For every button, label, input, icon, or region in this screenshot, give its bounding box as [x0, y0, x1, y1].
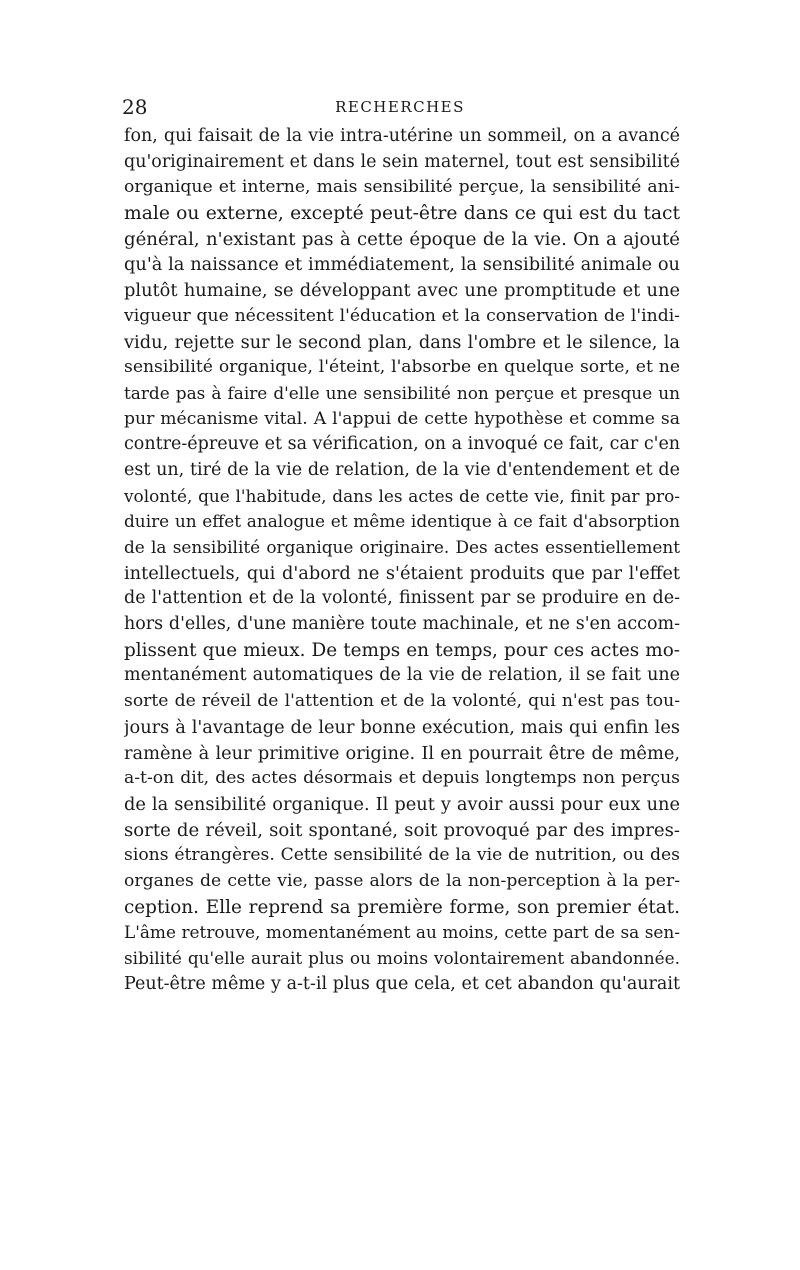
text-line: fon, qui faisait de la vie intra-utérine un sommeil, on a avancé [124, 126, 680, 146]
text-line: contre-épreuve et sa vérification, on a invoqué ce fait, car c'en [124, 434, 680, 455]
text-line: organes de cette vie, passe alors de la non-perception à la per- [124, 870, 680, 891]
text-line: qu'à la naissance et immédiatement, la sensibilité animale ou [124, 254, 680, 276]
text-line: sorte de réveil, soit spontané, soit provoqué par des impres- [124, 819, 680, 841]
page-number: 28 [122, 95, 148, 119]
text-line: ception. Elle reprend sa première forme, son premier état. [124, 896, 680, 918]
running-title: RECHERCHES [335, 98, 465, 116]
text-line: male ou externe, excepté peut-être dans ce qui est du tact [124, 203, 680, 225]
text-line: ramène à leur primitive origine. Il en pourrait être de même, [124, 742, 680, 764]
text-line: jours à l'avantage de leur bonne exécution, mais qui enfin les [124, 716, 680, 738]
text-line: L'âme retrouve, momentanément au moins, cette part de sa sen- [124, 922, 680, 943]
text-line: général, n'existant pas à cette époque de la vie. On a ajouté [124, 228, 680, 250]
text-line: pur mécanisme vital. A l'appui de cette hypothèse et comme sa [124, 408, 680, 429]
text-line: duire un effet analogue et même identique à ce fait d'absorption [124, 511, 680, 532]
text-line: Peut-être même y a-t-il plus que cela, et cet abandon qu'aurait [124, 973, 680, 994]
body-text [124, 124, 680, 997]
text-line: volonté, que l'habitude, dans les actes de cette vie, finit par pro- [124, 485, 680, 506]
text-line: tarde pas à faire d'elle une sensibilité non perçue et presque un [124, 382, 680, 403]
text-line: organique et interne, mais sensibilité perçue, la sensibilité ani- [124, 177, 680, 198]
text-line: sibilité qu'elle aurait plus ou moins volontairement abandonnée. [124, 948, 680, 968]
text-line: hors d'elles, d'une manière toute machinale, et ne s'en accom- [124, 614, 680, 635]
text-line: a-t-on dit, des actes désormais et depuis longtemps non perçus [124, 768, 680, 789]
text-line: vidu, rejette sur le second plan, dans l'ombre et le silence, la [124, 331, 680, 353]
text-line: est un, tiré de la vie de relation, de la vie d'entendement et de [124, 459, 680, 480]
text-line: de la sensibilité organique originaire. Des actes essentiellement [124, 537, 680, 557]
text-line: sorte de réveil de l'attention et de la volonté, qui n'est pas tou- [124, 691, 680, 712]
text-line: qu'originairement et dans le sein maternel, tout est sensibilité [124, 151, 680, 172]
text-line: vigueur que nécessitent l'éducation et la conservation de l'indi- [124, 305, 680, 326]
running-head [122, 94, 678, 120]
text-line: intellectuels, qui d'abord ne s'étaient produits que par l'effet [124, 562, 680, 584]
text-line: de l'attention et de la volonté, finissent par se produire en de- [124, 588, 680, 609]
text-line: sions étrangères. Cette sensibilité de la vie de nutrition, ou des [124, 845, 680, 866]
text-line: de la sensibilité organique. Il peut y avoir aussi pour eux une [124, 793, 680, 815]
text-line: sensibilité organique, l'éteint, l'absorbe en quelque sorte, et ne [124, 357, 680, 378]
text-line: mentanément automatiques de la vie de relation, il se fait une [124, 665, 680, 686]
text-line: plissent que mieux. De temps en temps, pour ces actes mo- [124, 639, 680, 661]
text-line: plutôt humaine, se développant avec une promptitude et une [124, 280, 680, 302]
